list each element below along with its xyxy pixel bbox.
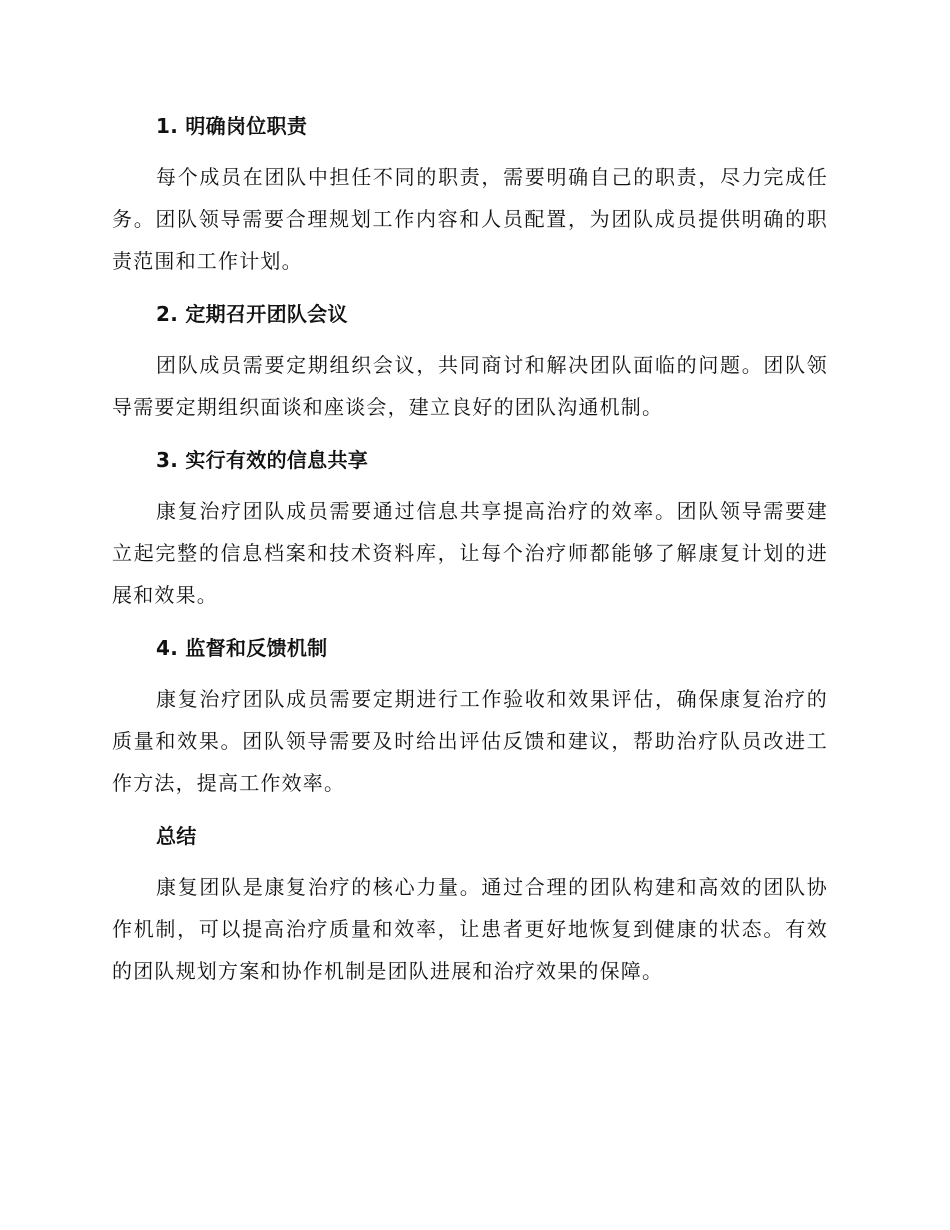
- section-heading: 2. 定期召开团队会议: [156, 302, 348, 326]
- section-heading: 3. 实行有效的信息共享: [156, 448, 369, 472]
- section-paragraph: 每个成员在团队中担任不同的职责，需要明确自己的职责，尽力完成任务。团队领导需要合理规划工作内容和人员配置，为团队成员提供明确的职责范围和工作计划。: [112, 165, 828, 273]
- section-team-meetings: [112, 296, 828, 428]
- section-heading: 1. 明确岗位职责: [156, 114, 308, 138]
- section-heading: 总结: [156, 824, 197, 848]
- section-supervision-feedback: [112, 630, 828, 804]
- section-job-responsibilities: [112, 108, 828, 282]
- section-information-sharing: [112, 442, 828, 616]
- section-summary: [112, 818, 828, 992]
- section-paragraph: 康复治疗团队成员需要通过信息共享提高治疗的效率。团队领导需要建立起完整的信息档案和技术资料库，让每个治疗师都能够了解康复计划的进展和效果。: [112, 499, 828, 607]
- section-paragraph: 团队成员需要定期组织会议，共同商讨和解决团队面临的问题。团队领导需要定期组织面谈和座谈会，建立良好的团队沟通机制。: [112, 353, 828, 419]
- section-paragraph: 康复团队是康复治疗的核心力量。通过合理的团队构建和高效的团队协作机制，可以提高治疗质量和效率，让患者更好地恢复到健康的状态。有效的团队规划方案和协作机制是团队进展和治疗效果的保障。: [112, 875, 828, 983]
- section-heading: 4. 监督和反馈机制: [156, 636, 328, 660]
- section-paragraph: 康复治疗团队成员需要定期进行工作验收和效果评估，确保康复治疗的质量和效果。团队领导需要及时给出评估反馈和建议，帮助治疗队员改进工作方法，提高工作效率。: [112, 687, 828, 795]
